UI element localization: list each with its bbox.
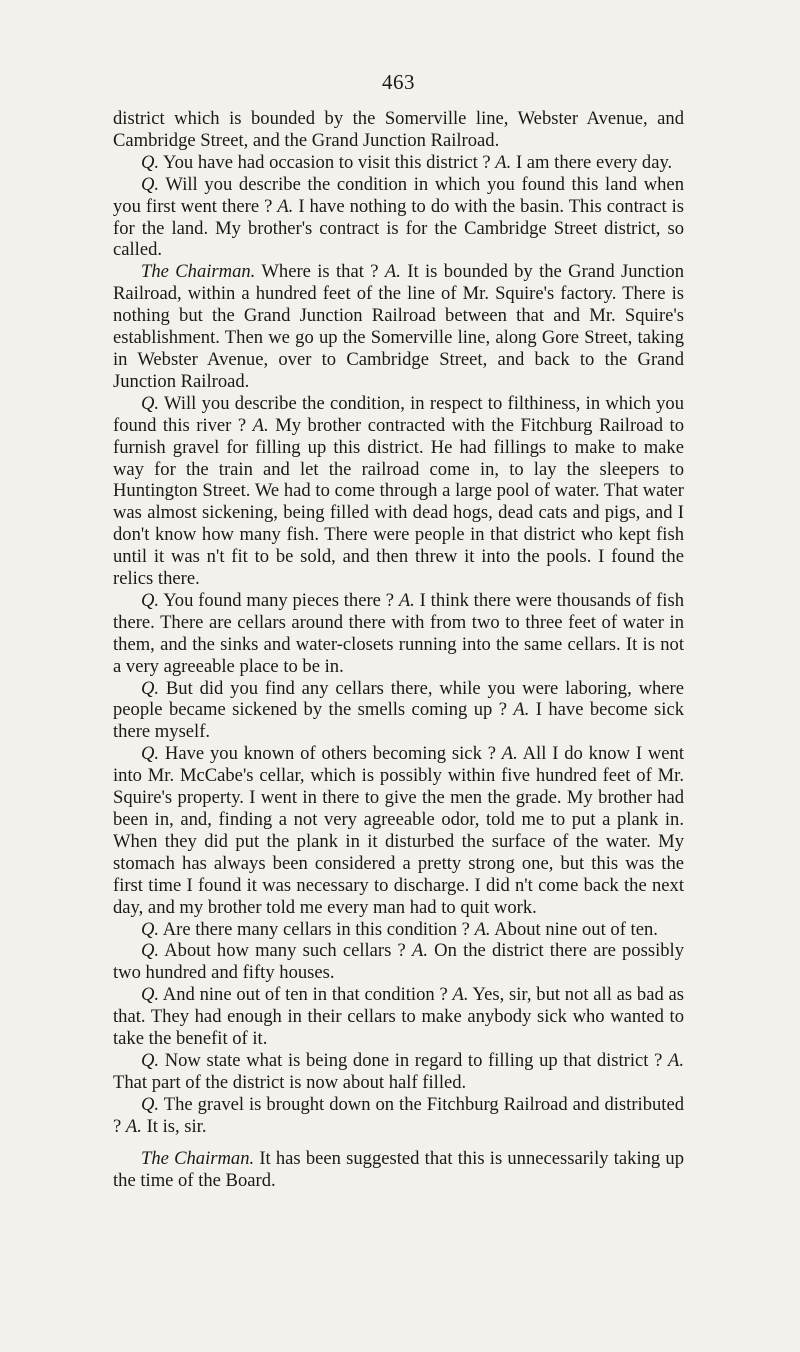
answer-marker: A. [474, 918, 491, 940]
answer-text: Yes, sir, but not all as bad as that. They had enough in their cellars to make anybody sick who wanted to take the benefit of it. [113, 984, 684, 1050]
paragraph [113, 174, 684, 262]
answer-text: I have nothing to do with the basin. This contract is for the land. My brother's contract is for the Cambridge Street district, so called. [113, 195, 684, 261]
question-marker: Q. [141, 1049, 160, 1071]
speaker-label: The Chairman. [141, 1147, 255, 1169]
answer-marker: A. [398, 589, 415, 611]
paragraph [113, 940, 684, 984]
answer-text: It is bounded by the Grand Junction Railroad, within a hundred feet of the line of Mr. Squire's factory. There is nothing but the Grand Junction Railroad between that and Mr. Squire's establishment. Then we go up the Somerville line, along Gore Street, taking in Webster Avenue, over to Cambridge Street, and back to the Grand Junction Railroad. [113, 261, 684, 392]
question-text: Will you describe the condition, in respect to filthiness, in which you found this river ? [113, 392, 684, 436]
answer-text: It is, sir. [141, 1115, 207, 1137]
answer-text: About nine out of ten. [490, 918, 658, 940]
answer-marker: A. [452, 984, 469, 1006]
question-text: Where is that ? [255, 261, 385, 283]
answer-text: All I do know I went into Mr. McCabe's cellar, which is possibly within five hundred feet of Mr. Squire's property. I went in there to give the men the grade. My brother had been in, and, finding a not very agreeable odor, told me to put a plank in. When they did put the plank in it disturbed the surface of the water. My stomach has always been considered a pretty strong one, but this was the first time I found it was necessary to discharge. I did n't come back the next day, and my brother told me every man had to quit work. [113, 743, 684, 918]
question-text: You found many pieces there ? [159, 589, 399, 611]
answer-text: On the district there are possibly two hundred and fifty houses. [113, 940, 685, 984]
paragraph [113, 1050, 684, 1094]
question-marker: Q. [141, 1093, 160, 1115]
answer-marker: A. [501, 743, 518, 765]
paragraph [113, 1094, 684, 1138]
question-marker: Q. [141, 677, 160, 699]
answer-marker: A. [411, 940, 428, 962]
paragraph [113, 590, 684, 678]
paragraph [113, 743, 684, 918]
question-marker: Q. [141, 940, 160, 962]
paragraph [113, 108, 684, 152]
answer-marker: A. [495, 151, 512, 173]
question-text: Are there many cellars in this condition ? [159, 918, 475, 940]
answer-marker: A. [384, 261, 401, 283]
statement-text: It has been suggested that this is unnecessarily taking up the time of the Board. [113, 1147, 684, 1191]
page-number: 463 [382, 70, 415, 94]
question-text: district which is bounded by the Somerville line, Webster Avenue, and Cambridge Street, and the Grand Junction Railroad. [113, 108, 684, 151]
paragraph [113, 984, 684, 1050]
paragraph [113, 919, 684, 941]
question-text: You have had occasion to visit this district ? [159, 151, 496, 173]
question-text: Will you describe the condition in which you found this land when you first went there ? [113, 173, 684, 217]
question-text: Now state what is being done in regard to filling up that district ? [159, 1049, 668, 1071]
question-marker: Q. [141, 151, 160, 173]
paragraph [113, 393, 684, 590]
question-text: Have you known of others becoming sick ? [159, 743, 502, 765]
answer-marker: A. [252, 414, 269, 436]
answer-text: I am there every day. [511, 151, 673, 173]
answer-text: I think there were thousands of fish there. There are cellars around there with from two to three feet of water in them, and the sinks and water-closets running into the same cellars. It is not a very agreeable place to be in. [113, 589, 684, 677]
question-marker: Q. [141, 918, 160, 940]
question-text: The gravel is brought down on the Fitchburg Railroad and distributed ? [113, 1093, 684, 1137]
answer-marker: A. [513, 699, 530, 721]
question-marker: Q. [141, 743, 160, 765]
question-text: About how many such cellars ? [159, 940, 412, 962]
body-text [113, 108, 684, 1191]
paragraph [113, 261, 684, 392]
question-marker: Q. [141, 589, 160, 611]
question-text: But did you find any cellars there, while you were laboring, where people became sickened by the smells coming up ? [113, 677, 684, 721]
answer-marker: A. [277, 195, 294, 217]
question-marker: Q. [141, 984, 160, 1006]
paragraph [113, 678, 684, 744]
answer-text: That part of the district is now about half filled. [113, 1071, 467, 1093]
answer-marker: A. [125, 1115, 142, 1137]
answer-text: My brother contracted with the Fitchburg Railroad to furnish gravel for filling up this district. He had fillings to make to make way for the train and let the railroad come in, to lay the sleepers to Huntington Street. We had to come through a large pool of water. That water was almost sickening, being filled with dead hogs, dead cats and pigs, and I don't know how many fish. There were people in that district who kept fish until it was n't fit to be sold, and then threw it into the pools. I found the relics there. [113, 414, 684, 590]
paragraph [113, 1148, 684, 1192]
question-marker: Q. [141, 173, 160, 195]
question-text: And nine out of ten in that condition ? [159, 984, 453, 1006]
speaker-label: The Chairman. [141, 261, 256, 283]
question-marker: Q. [141, 392, 160, 414]
answer-marker: A. [667, 1049, 684, 1071]
answer-text: I have become sick there myself. [113, 699, 684, 743]
paragraph [113, 152, 684, 174]
